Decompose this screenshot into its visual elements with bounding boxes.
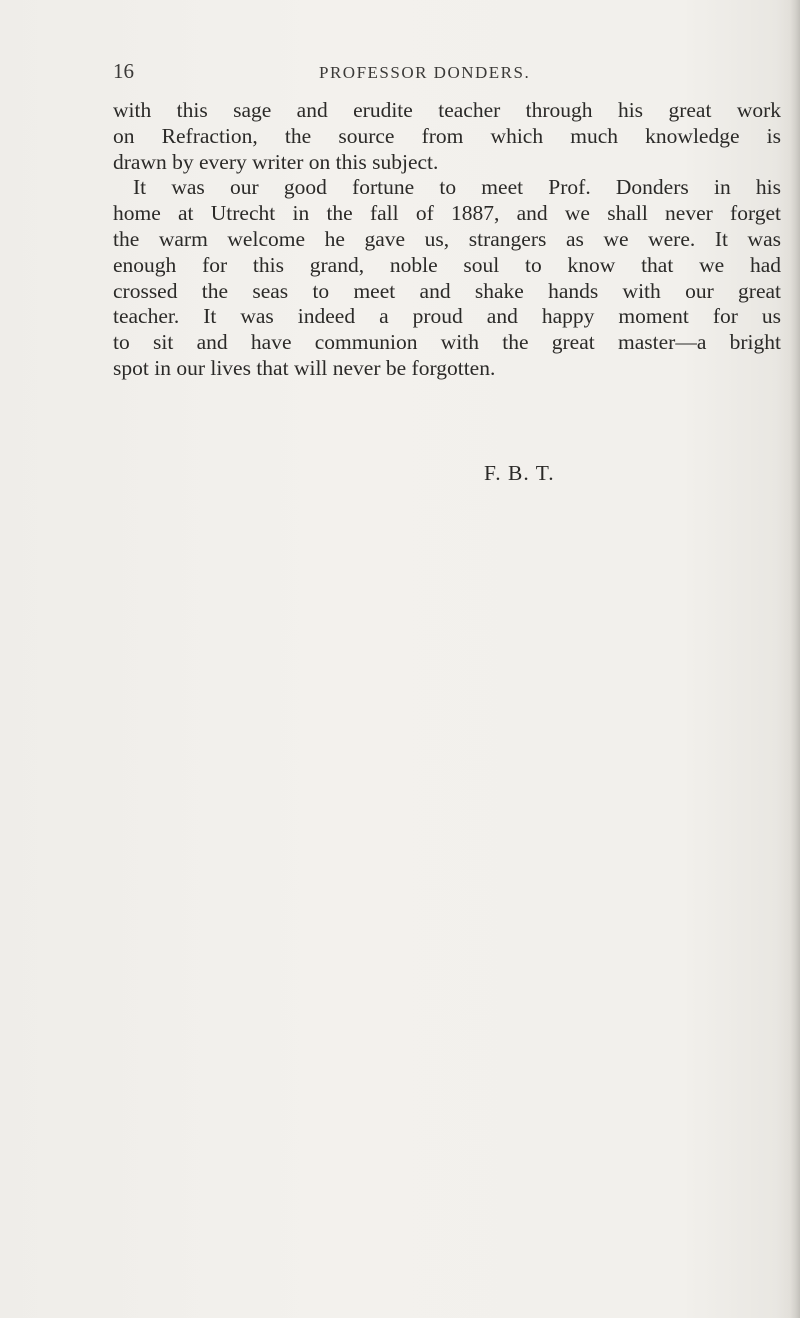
text-line: with this sage and erudite teacher through his great work <box>113 98 781 122</box>
signature-initials: F. B. T. <box>484 461 555 485</box>
running-head: PROFESSOR DONDERS. <box>319 63 531 82</box>
body-text <box>113 98 793 382</box>
text-line: on Refraction, the source from which much knowledge is <box>113 123 781 148</box>
text-line: enough for this grand, noble soul to know that we had <box>113 252 781 277</box>
text-line: home at Utrecht in the fall of 1887, and we shall never forget <box>113 201 781 226</box>
text-line: to sit and have communion with the great master—a bright <box>113 330 781 355</box>
page-number: 16 <box>113 59 134 83</box>
text-line: spot in our lives that will never be forgotten. <box>113 355 496 380</box>
text-line: teacher. It was indeed a proud and happy moment for us <box>113 304 781 329</box>
text-line: It was our good fortune to meet Prof. Donders in his <box>133 175 781 200</box>
text-line: crossed the seas to meet and shake hands with our great <box>113 278 781 303</box>
text-line: drawn by every writer on this subject. <box>113 149 439 174</box>
page-header <box>113 56 793 86</box>
text-line: the warm welcome he gave us, strangers as we were. It was <box>113 226 781 251</box>
